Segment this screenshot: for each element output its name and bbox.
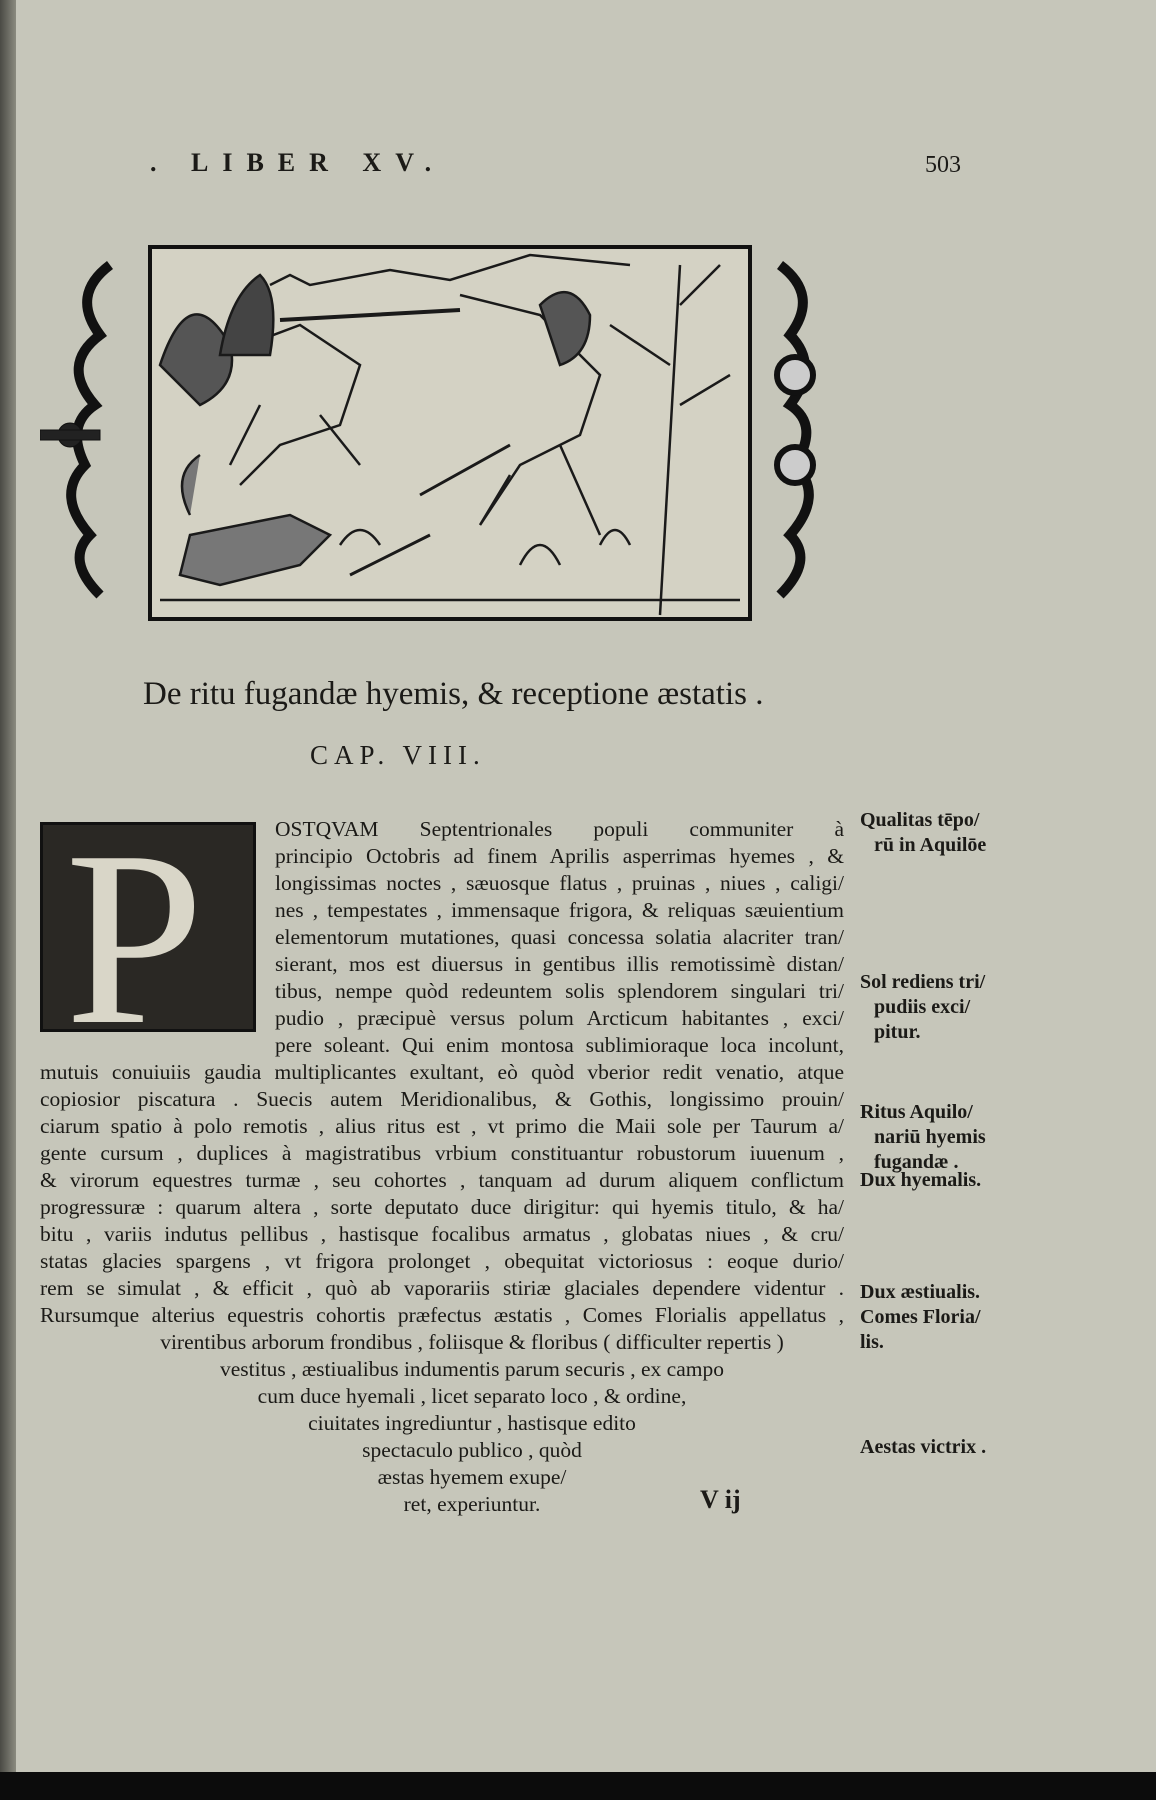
margin-note-line: Qualitas tēpo/ (860, 809, 980, 831)
scan-bottom-edge (0, 1772, 1156, 1800)
body-line: mutuis conuiuiis gaudia multiplicantes exultant, eò quòd vberior redit venatio, atque (40, 1060, 844, 1084)
body-line: æstas hyemem exupe/ (377, 1465, 567, 1489)
margin-note-line: rū in Aquilōe (874, 834, 987, 856)
body-line: gente cursum , duplices à magistratibus vrbium constituantur robustorum iuuenum , (40, 1141, 844, 1165)
body-line: sierant, mos est diuersus in gentibus illis remotissimè distan/ (275, 952, 844, 976)
margin-note-line: Ritus Aquilo/ (860, 1101, 973, 1123)
margin-note-line: Sol rediens tri/ (860, 971, 986, 993)
initial-letter: P (65, 800, 205, 1077)
book-gutter (0, 0, 16, 1800)
left-ornament (40, 265, 110, 595)
margin-note-line: Dux æstiualis. (860, 1281, 981, 1303)
body-line: bitu , variis indutus pellibus , hastisque focalibus armatus , globatas niues , & cru/ (40, 1222, 844, 1246)
margin-note (860, 970, 985, 1045)
margin-note (860, 1435, 986, 1460)
margin-note-line: pitur. (874, 1021, 921, 1043)
margin-note-line: fugandæ . (874, 1151, 959, 1173)
body-line: vestitus , æstiualibus indumentis parum securis , ex campo (220, 1357, 724, 1381)
body-line: nes , tempestates , immensaque frigora, & reliquas sæuientium (275, 898, 844, 922)
body-line: tibus, nempe quòd redeuntem solis splendorem singulari tri/ (275, 979, 844, 1003)
margin-note-line: Dux hyemalis. (860, 1169, 982, 1191)
woodcut-illustration (40, 245, 850, 625)
body-line: rem se simulat , & efficit , quò ab vaporariis stiriæ glaciales dependere videntur . (40, 1276, 844, 1300)
body-line: progressuræ : quarum altera , sorte deputato duce dirigitur: qui hyemis titulo, & ha/ (40, 1195, 844, 1219)
margin-note-line: Aestas victrix . (860, 1436, 987, 1458)
body-line: ciarum spatio à polo remotis , alius ritus est , vt primo die Maii sole per Taurum a/ (40, 1114, 844, 1138)
body-line: OSTQVAM Septentrionales populi communiter à (275, 817, 844, 841)
body-line: elementorum mutationes, quasi concessa solatia alacriter tran/ (275, 925, 844, 949)
margin-note-line: Comes Floria/ (860, 1306, 981, 1328)
body-line: ret, experiuntur. (403, 1492, 541, 1516)
body-line: & virorum equestres turmæ , seu cohortes , tanquam ad durum aliquem conflictum (40, 1168, 844, 1192)
running-title: . LIBER XV. (150, 148, 446, 177)
body-line: principio Octobris ad finem Aprilis asperrimas hyemes , & (275, 844, 844, 868)
body-line: ciuitates ingrediuntur , hastisque edito (308, 1411, 636, 1435)
margin-note (860, 1305, 981, 1355)
body-line: copiosior piscatura . Suecis autem Meridionalibus, & Gothis, longissimo prouin/ (40, 1087, 844, 1111)
body-line: virentibus arborum frondibus , foliisque & floribus ( difficulter repertis ) (160, 1330, 784, 1354)
chapter-number: CAP. VIII. (310, 740, 486, 770)
body-line: Rursumque alterius equestris cohortis præfectus æstatis , Comes Florialis appellatus , (40, 1303, 844, 1327)
margin-note (860, 1280, 980, 1305)
margin-note (860, 1100, 986, 1175)
margin-note-line: lis. (860, 1331, 884, 1353)
decorated-initial (40, 800, 256, 1077)
margin-note (860, 808, 986, 858)
chapter-title: De ritu fugandæ hyemis, & receptione æstatis . (143, 676, 764, 712)
body-line: longissimas noctes , sæuosque flatus , pruinas , niues , caligi/ (275, 871, 844, 895)
body-line: pudio , præcipuè versus polum Arcticum habitantes , exci/ (275, 1006, 844, 1030)
body-line: spectaculo publico , quòd (362, 1438, 582, 1462)
margin-note-line: nariū hyemis (874, 1126, 986, 1148)
body-line: pere soleant. Qui enim montosa sublimioraque loca incolunt, (275, 1033, 844, 1057)
body-line: statas glacies spargens , vt frigora prolonget , obequitat victoriosus : eoque durio/ (40, 1249, 844, 1273)
page-number: 503 (925, 152, 961, 178)
body-line: cum duce hyemali , licet separato loco , & ordine, (257, 1384, 687, 1408)
signature-mark: V ij (700, 1485, 741, 1514)
right-ornament (777, 265, 813, 595)
margin-note-line: pudiis exci/ (874, 996, 971, 1018)
margin-note (860, 1168, 981, 1193)
